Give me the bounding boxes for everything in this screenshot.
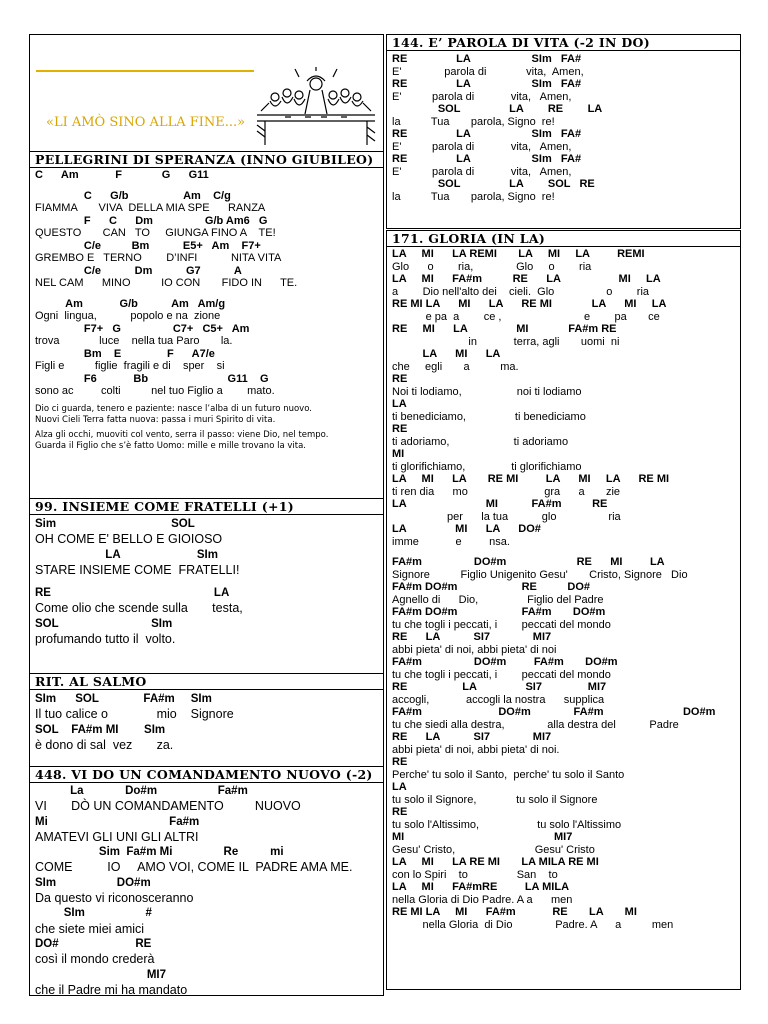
chord-line: RE [392,423,408,435]
lyric-line: la Tua parola, Signo re! [392,190,555,203]
chord-line: La Do#m Fa#m [35,785,248,797]
line-gap [35,182,383,190]
lyric-line: FIAMMA VIVA DELLA MIA SPE RANZA [35,202,266,214]
line-gap [35,578,383,586]
chord-line: SOL LA RE LA [392,103,603,115]
chord-line: FA#m DO#m FA#m DO#m [392,606,606,618]
lyric-line: imme e nsa. [392,535,510,548]
chord-line: LA MI LA DO# [392,523,541,535]
lyric-line: in terra, agli uomi ni [392,335,620,348]
chord-line: C Am F G G11 [35,169,209,181]
chord-line: F6 Bb G11 G [35,372,269,385]
lyric-line: NEL CAM MINO IO CON FIDO IN TE. [35,277,298,289]
chord-line: SIm DO#m [35,876,151,889]
lyric-line: la Tua parola, Signo re! [392,115,555,128]
chord-line: RE LA SIm FA# [392,53,582,65]
chord-line: Sim SOL [35,518,195,530]
lyric-line: profumando tutto il volto. [35,632,176,647]
lyric-line: ti ren dia mo gra a zie [392,485,621,498]
song-parola [386,34,741,229]
lyric-line: abbi pieta' di noi, abbi pieta' di noi. [392,743,560,756]
lyric-line: ti adoriamo, ti adoriamo [392,435,569,448]
song-title-salmo: RIT. AL SALMO [30,674,383,690]
lyric-line: Noi ti lodiamo, noi ti lodiamo [392,385,582,398]
chord-line: FA#m DO#m RE MI LA [392,556,665,568]
chord-line: MI [392,448,405,460]
chord-line: RE [392,806,408,818]
chord-line: RE LA SIm FA# [392,153,582,165]
chord-line: SIm # [35,907,152,920]
chord-line: FA#m DO#m RE DO# [392,581,591,593]
lyric-line: che egli a ma. [392,360,519,373]
song-title-pellegrini: PELLEGRINI DI SPERANZA (INNO GIUBILEO) [30,152,383,168]
chord-line: LA SIm [35,548,218,561]
lyric-line: Signore Figlio Unigenito Gesu' Cristo, Signore Dio [392,568,688,581]
note-line: Dio ci guarda, tenero e paziente: nasce l’alba di un futuro nuovo. [35,403,312,414]
chord-line: RE LA SI7 MI7 [392,731,552,743]
lyric-line: Glo o ria, Glo o ria [392,260,592,273]
line-gap [35,290,383,298]
lyric-line: E' parola di vita, Amen, [392,165,572,178]
lyric-line: STARE INSIEME COME FRATELLI! [35,562,240,577]
chord-line: C G/b Am C/g [35,189,231,202]
note-line: Nuovi Cieli Terra fatta nuova: passa i muri Spirito di vita. [35,414,276,425]
note-line: Alza gli occhi, muoviti col vento, serra il passo: viene Dio, nel tempo. [35,429,329,440]
chord-line: DO# RE [35,937,152,950]
lyric-line: Come olio che scende sulla testa, [35,601,243,616]
chord-line: RE LA SIm FA# [392,128,582,140]
lyric-line: così il mondo crederà [35,952,155,967]
line-gap [392,548,740,556]
chord-line: LA MI FA#m RE [392,498,608,510]
lyric-line: con lo Spiri to San to [392,868,558,881]
lyric-line: E' parola di vita, Amen, [392,65,584,78]
chord-line: FA#m DO#m FA#m DO#m [392,706,716,718]
lyric-line: sono ac colti nel tuo Figlio a mato. [35,385,275,397]
chord-line: Bm E F A7/e [35,347,215,360]
last-supper-illustration [255,67,377,149]
chord-line: MI MI7 [392,831,573,843]
chord-line: SOL FA#m MI SIm [35,723,166,736]
lyric-line: tu solo l'Altissimo, tu solo l'Altissimo [392,818,622,831]
song-lines-gloria [387,247,740,931]
lyric-line: Figli e figlie fragili e di sper si [35,360,225,372]
chord-line: Am G/b Am Am/g [35,297,226,310]
lyric-line: a Dio nell'alto dei cieli. Glo o ria [392,285,650,298]
song-lines-insieme [30,515,383,647]
song-title-insieme: 99. INSIEME COME FRATELLI (+1) [30,499,383,515]
lyric-line: ti glorifichiamo, ti glorifichiamo [392,460,582,473]
lyric-line: nella Gloria di Dio Padre. A a men [392,918,674,931]
chord-line: RE LA [35,587,230,600]
song-lines-pellegrini [30,168,383,398]
lyric-line: VI DÒ UN COMANDAMENTO NUOVO [35,799,301,814]
lyric-line: ti benediciamo, ti benediciamo [392,410,586,423]
lyric-line: Gesu' Cristo, Gesu' Cristo [392,843,595,856]
song-insieme [29,498,384,674]
note-stanza [35,430,383,452]
chord-line: SOL LA SOL RE [392,178,595,190]
chord-line: LA MI FA#mRE LA MILA [392,881,570,893]
song-lines-comandamento [30,783,383,996]
chord-line: Mi Fa#m [35,815,200,828]
lyric-line: per la tua glo ria [392,510,621,523]
lyric-line: GREMBO E TERNO D’INFI NITA VITA [35,252,282,264]
chord-line: LA [392,781,407,793]
lyric-line: accogli, accogli la nostra supplica [392,693,605,706]
note-line: Guarda il Figlio che s’è fatto Uomo: mille e mille trovano la vita. [35,440,307,451]
lyric-line: Il tuo calice o mio Signore [35,707,234,722]
lyric-line: che il Padre mi ha mandato [35,982,188,996]
lyric-line: Ogni lingua, popolo e na zione [35,310,221,322]
header-box [29,34,384,152]
lyric-line: e pa a ce , e pa ce [392,310,660,323]
lyric-line: Perche' tu solo il Santo, perche' tu solo il Santo [392,768,625,781]
chord-line: RE MI LA MI FA#m RE [392,323,617,335]
chord-line: LA MI LA REMI LA MI LA REMI [392,248,645,260]
lyric-line: tu che togli i peccati, i peccati del mondo [392,668,611,681]
lyric-line: E' parola di vita, Amen, [392,140,572,153]
chord-line: Sim Fa#m Mi Re mi [35,846,284,859]
chord-line: SIm SOL FA#m SIm [35,693,212,705]
chord-line: RE LA SIm FA# [392,78,582,90]
chord-line: F7+ G C7+ C5+ Am [35,322,250,335]
chord-line: C/e Dm G7 A [35,264,242,277]
song-lines-salmo [30,690,383,753]
song-pellegrini [29,151,384,499]
chord-line: LA MI FA#m RE LA MI LA [392,273,661,285]
lyric-line: trova luce nella tua Paro la. [35,335,233,347]
lyric-line: è dono di sal vez za. [35,737,174,752]
chord-line: RE [392,756,408,768]
song-salmo [29,673,384,767]
song-title-comandamento: 448. VI DO UN COMANDAMENTO NUOVO (-2) [30,767,383,783]
song-lines-parola [387,51,740,203]
chord-line: RE MI LA MI LA RE MI LA MI LA [392,298,667,310]
chord-line: LA MI LA [392,348,501,360]
song-title-parola: 144. E’ PAROLA DI VITA (-2 IN DO) [387,35,740,51]
chord-line: F C Dm G/b Am6 G [35,214,268,227]
header-rule [36,70,254,72]
chord-line: C/e Bm E5+ Am F7+ [35,239,261,252]
chord-line: LA MI LA RE MI LA MI LA RE MI [392,473,670,485]
song-notes-pellegrini [30,404,383,452]
lyric-line: AMATEVI GLI UNI GLI ALTRI [35,829,199,844]
song-gloria [386,230,741,990]
chord-line: FA#m DO#m FA#m DO#m [392,656,618,668]
lyric-line: tu solo il Signore, tu solo il Signore [392,793,598,806]
lyric-line: Da questo vi riconosceranno [35,891,194,906]
lyric-line: COME IO AMO VOI, COME IL PADRE AMA ME. [35,860,353,875]
chord-line: LA [392,398,407,410]
chord-line: RE LA SI7 MI7 [392,681,607,693]
lyric-line: Agnello di Dio, Figlio del Padre [392,593,604,606]
chord-line: SOL SIm [35,617,173,630]
song-title-gloria: 171. GLORIA (IN LA) [387,231,740,247]
lyric-line: abbi pieta' di noi, abbi pieta' di noi [392,643,557,656]
chord-line: RE [392,373,408,385]
note-stanza [35,404,383,426]
chord-line: LA MI LA RE MI LA MILA RE MI [392,856,599,868]
chord-line: RE MI LA MI FA#m RE LA MI [392,906,637,918]
lyric-line: E' parola di vita, Amen, [392,90,572,103]
lyric-line: nella Gloria di Dio Padre. A a men [392,893,573,906]
lyric-line: QUESTO CAN TO GIUNGA FINO A TE! [35,227,276,239]
song-comandamento [29,766,384,996]
chord-line: RE LA SI7 MI7 [392,631,552,643]
chord-line: MI7 [35,968,166,981]
lyric-line: tu che siedi alla destra, alla destra del Padre [392,718,679,731]
lyric-line: OH COME E' BELLO E GIOIOSO [35,532,223,547]
lyric-line: tu che togli i peccati, i peccati del mondo [392,618,611,631]
lyric-line: che siete miei amici [35,921,145,936]
header-motto: «LI AMÒ SINO ALLA FINE...» [46,115,246,130]
